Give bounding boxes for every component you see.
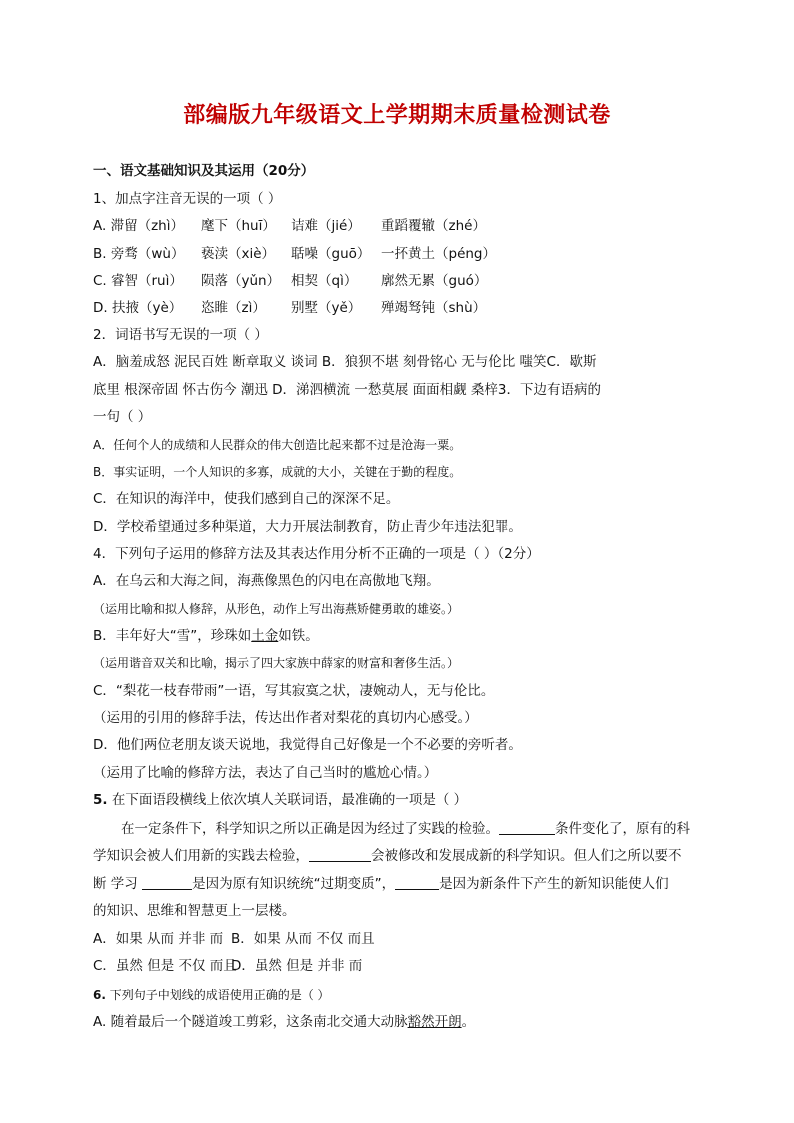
option-c-word-4: 廓然无累（guó） (381, 273, 488, 289)
option-c-word-2: 陨落（yǔn） (201, 273, 281, 289)
passage-line-3 (93, 875, 669, 893)
option-b-word-4: 一抔黄土（péng） (381, 246, 497, 262)
option-a-word-3: 诘难（jié） (291, 218, 361, 234)
option-b-underlined: 土金 (251, 628, 279, 644)
question-2-stem: 2．词语书写无误的一项（ ） (93, 327, 268, 343)
question-5-option-d: D．虽然 但是 并非 而 (231, 958, 363, 974)
option-d-word-1: D. 扶掖（yè） (93, 300, 183, 316)
question-5-options-cd (93, 957, 431, 975)
option-a-word-2: 麾下（huī） (201, 218, 276, 234)
question-5-option-c: C．虽然 但是 不仅 而且 (93, 958, 237, 974)
option-b-word-1: B. 旁骛（wù） (93, 246, 185, 262)
question-4-option-a: A．在乌云和大海之间，海燕像黑色的闪电在高傲地飞翔。 (93, 573, 440, 589)
passage-line-1 (121, 820, 690, 838)
question-2-line-2: 底里 根深帝固 怀古伤今 潮迅 D．涕泗横流 一愁莫展 面面相觑 桑梓3．下边有语病的 (93, 382, 602, 398)
question-4-option-d-note: （运用了比喻的修辞方法，表达了自己当时的尴尬心情。） (93, 765, 438, 781)
option-a-text-post: 。 (461, 1014, 476, 1030)
question-1-stem: 1、加点字注音无误的一项（ ） (93, 191, 282, 207)
question-4-option-b-note: （运用谐音双关和比喻，揭示了四大家族中薛家的财富和奢侈生活。） (93, 656, 460, 670)
question-3-option-d: D．学校希望通过多种渠道，大力开展法制教育，防止青少年违法犯罪。 (93, 519, 522, 535)
question-6-number: 6. (93, 988, 106, 1002)
passage-text: 学知识会被人们用新的实践去检验， (93, 848, 309, 864)
option-d-word-2: 恣睢（zì） (201, 300, 266, 316)
question-3-option-b: B．事实证明，一个人知识的多寡，成就的大小，关键在于勤的程度。 (93, 465, 462, 479)
question-5-options-ab (93, 930, 431, 948)
option-b-word-2: 亵渎（xiè） (201, 246, 276, 262)
blank-2 (309, 847, 371, 862)
question-4-option-a-note: （运用比喻和拟人修辞，从形色，动作上写出海燕矫健勇敢的雄姿。） (93, 602, 460, 616)
question-6-text: 下列句子中划线的成语使用正确的是（ ） (105, 988, 330, 1002)
question-4-option-c: C．“梨花一枝春带雨”一语，写其寂寞之状，凄婉动人，无与伦比。 (93, 683, 495, 699)
passage-text: 断 学习 (93, 876, 143, 892)
option-a-word-1: A. 滞留（zhì） (93, 218, 184, 234)
blank-1 (499, 820, 555, 835)
passage-text: 在一定条件下，科学知识之所以正确是因为经过了实践的检验。 (121, 821, 499, 837)
option-a-text-pre: A. 随着最后一个隧道竣工剪彩，这条南北交通大动脉 (93, 1014, 408, 1030)
passage-line-2 (93, 847, 682, 865)
blank-3 (142, 875, 192, 890)
option-c-word-3: 相契（qì） (291, 273, 358, 289)
option-b-text-pre: B．丰年好大“雪”，珍珠如 (93, 628, 252, 644)
passage-text: 是因为原有知识统统“过期变质”， (192, 876, 396, 892)
section-heading: 一、语文基础知识及其运用（20分） (93, 163, 315, 179)
option-a-word-4: 重蹈覆辙（zhé） (381, 218, 486, 234)
blank-4 (395, 875, 439, 890)
question-6-option-a (93, 1013, 475, 1031)
question-4-option-b (93, 627, 319, 645)
question-1-option-b (93, 245, 541, 263)
question-4-option-c-note: （运用的引用的修辞手法，传达出作者对梨花的真切内心感受。） (93, 710, 478, 726)
question-3-option-a: A．任何个人的成绩和人民群众的伟大创造比起来都不过是沧海一粟。 (93, 438, 462, 452)
option-c-word-1: C. 睿智（ruì） (93, 273, 183, 289)
question-5-option-b: B．如果 从而 不仅 而且 (231, 931, 375, 947)
passage-text: 条件变化了，原有的科 (555, 821, 690, 837)
passage-text: 是因为新条件下产生的新知识能使人们 (439, 876, 669, 892)
question-4-stem: 4．下列句子运用的修辞方法及其表达作用分析不正确的一项是（ ）（2分） (93, 546, 540, 562)
question-3-option-c: C．在知识的海洋中，使我们感到自己的深深不足。 (93, 491, 400, 507)
option-d-word-4: 殚竭驽钝（shù） (381, 300, 487, 316)
page-title: 部编版九年级语文上学期期末质量检测试卷 (183, 102, 611, 128)
option-b-text-post: 如铁。 (278, 628, 319, 644)
question-6-stem (93, 986, 330, 1004)
question-5-option-a: A．如果 从而 并非 而 (93, 931, 224, 947)
question-1-option-a (93, 217, 541, 235)
question-4-option-d: D．他们两位老朋友谈天说地，我觉得自己好像是一个不必要的旁听者。 (93, 737, 522, 753)
option-a-underlined-idiom: 豁然开朗 (407, 1014, 462, 1030)
option-d-word-3: 别墅（yě） (291, 300, 362, 316)
question-5-number: 5. (93, 792, 108, 808)
question-3-stem: 一句（ ） (93, 409, 152, 425)
question-1-option-d (93, 299, 541, 317)
question-1-option-c (93, 272, 541, 290)
question-2-line-1: A．脑羞成怒 泥民百姓 断章取义 谈词 B．狼狈不堪 刻骨铭心 无与伦比 嗤笑C．歇斯 (93, 354, 597, 370)
question-5-text: 在下面语段横线上依次填人关联词语，最准确的一项是（ ） (107, 792, 468, 808)
passage-line-4: 的知识、思维和智慧更上一层楼。 (93, 903, 296, 919)
passage-text: 会被修改和发展成新的科学知识。但人们之所以要不 (371, 848, 682, 864)
option-b-word-3: 聒噪（guō） (291, 246, 371, 262)
question-5-stem (93, 791, 467, 809)
